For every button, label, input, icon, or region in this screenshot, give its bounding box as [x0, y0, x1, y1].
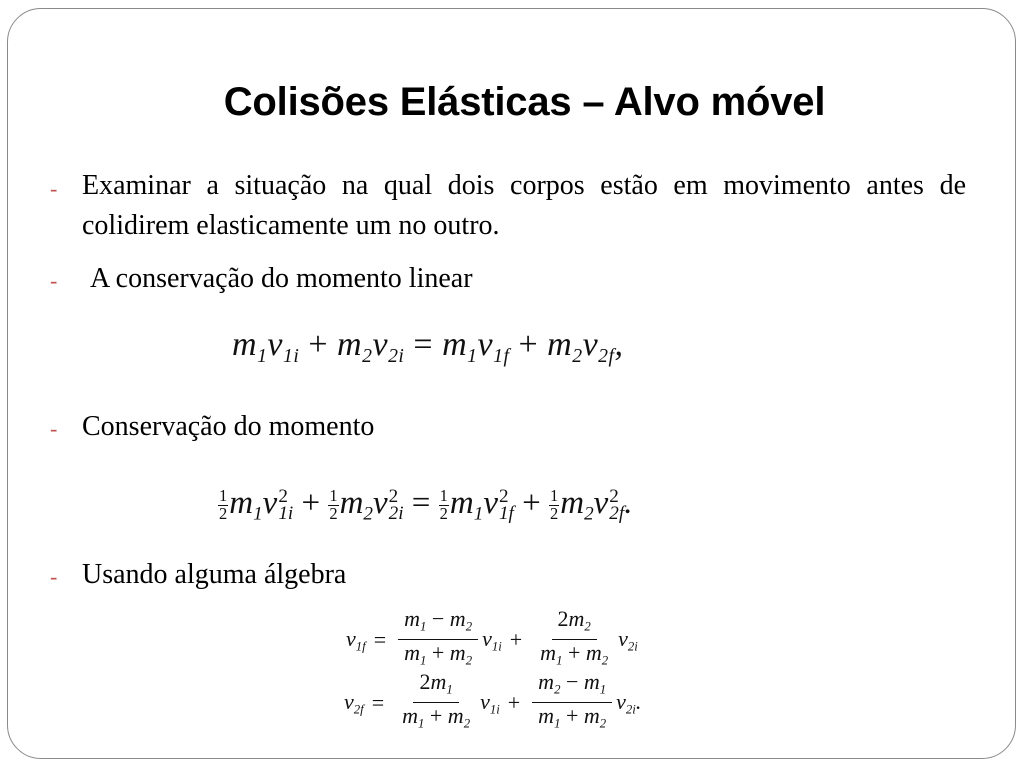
equation-v1f: $v_{1f}$ = $\frac{m_1 - m_2}{m_1 + m_2}$ $v_{1i}$ + $\frac{2m_2}{m_1 + m_2}$ $v_{2i}$: [346, 606, 638, 668]
bullet-usando-algebra: Usando alguma álgebra: [82, 559, 347, 590]
bullet-marker: -: [50, 176, 58, 201]
bullet-marker: -: [50, 268, 58, 293]
equation-momentum-conservation: $m_1v_{1i} + m_2v_{2i} = m_1v_{1f} + m_2v_{2f}$,: [232, 326, 624, 367]
slide-title: Colisões Elásticas – Alvo móvel: [223, 80, 826, 124]
bullet-marker: -: [50, 564, 58, 589]
bullet-marker: -: [50, 416, 58, 441]
bullet-conservacao-momento: Conservação do momento: [82, 411, 375, 442]
equation-v2f: $v_{2f}$ = $\frac{2m_1}{m_1 + m_2}$ $v_{1i}$ + $\frac{m_2 - m_1}{m_1 + m_2}$ $v_{2i}$.: [344, 669, 642, 731]
bullet-examinar: Examinar a situação na qual dois corpos estão em movimento antes de colidirem elasticamente um no outro.: [82, 170, 966, 241]
equation-energy-conservation: $\frac{1}{2}$ $m_1v$ 2 1i + $\frac{1}{2}$ $m_2v$ 2 2i = $\frac{1}{2}$ $m_1v$ 2 1f + $\frac{1}{2}$ $m_2v$ 2 2f .: [219, 485, 633, 525]
bullet-conservacao-momento-linear: A conservação do momento linear: [90, 263, 473, 294]
